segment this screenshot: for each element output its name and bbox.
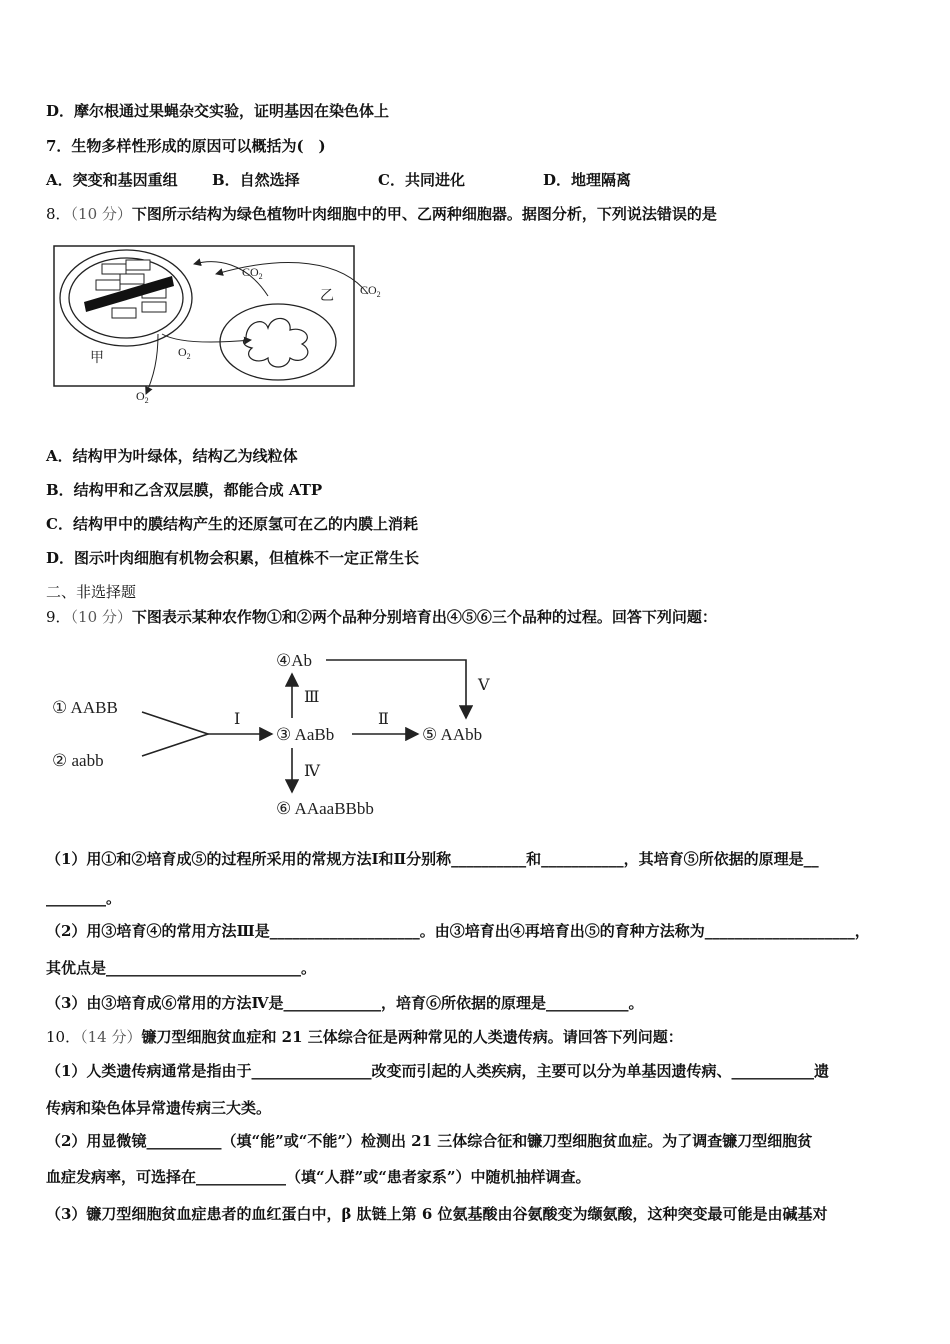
q10-stem: 镰刀型细胞贫血症和 21 三体综合征是两种常见的人类遗传病。请回答下列问题： <box>141 1028 683 1046</box>
q9-sub3: （3）由③培育成⑥常用的方法Ⅳ是_____________，培育⑥所依据的原理是___________。 <box>46 994 644 1012</box>
q9-sub1-line1: （1）用①和②培育成⑤的过程所采用的常规方法Ⅰ和Ⅱ分别称__________和___________，其培育⑤所依据的原理是__ <box>46 850 819 868</box>
co2-label-internal-sub: 2 <box>258 272 263 281</box>
q10-stem-line <box>46 1027 683 1047</box>
method-label-2: Ⅱ <box>378 711 389 728</box>
q6-option-d: D．摩尔根通过果蝇杂交实验，证明基因在染色体上 <box>46 102 390 120</box>
q10-sub1-line1: （1）人类遗传病通常是指由于________________改变而引起的人类疾病，主要可以分为单基因遗传病、___________遗 <box>46 1062 829 1080</box>
q10-number: 10． <box>46 1028 81 1046</box>
svg-text:O2 <box>178 345 191 361</box>
breeding-figure <box>46 640 516 830</box>
q9-stem: 下图表示某种农作物①和②两个品种分别培育出④⑤⑥三个品种的过程。回答下列问题： <box>131 608 717 626</box>
method-label-5: Ⅴ <box>478 677 490 694</box>
o2-label-external-sub: 2 <box>144 396 149 405</box>
q10-sub2-line1: （2）用显微镜__________（填“能”或“不能”）检测出 21 三体综合征和镰刀型细胞贫血症。为了调查镰刀型细胞贫 <box>46 1132 813 1150</box>
mitochondrion-cristae <box>244 318 308 367</box>
method-label-4: Ⅳ <box>304 763 320 780</box>
q8-stem: 下图所示结构为绿色植物叶肉细胞中的甲、乙两种细胞器。据图分析，下列说法错误的是 <box>131 205 717 223</box>
o2-arrow-internal <box>162 334 251 342</box>
section-heading-non-choice: 二、非选择题 <box>46 583 137 601</box>
q10-sub2-line2: 血症发病率，可选择在____________（填“人群”或“患者家系”）中随机抽样调查。 <box>46 1168 591 1186</box>
method-label-3: Ⅲ <box>304 689 320 706</box>
q10-sub3: （3）镰刀型细胞贫血症患者的血红蛋白中，β 肽链上第 6 位氨基酸由谷氨酸变为缬氨酸，这种突变最可能是由碱基对 <box>46 1205 828 1223</box>
q10-sub1-line2: 传病和染色体异常遗传病三大类。 <box>46 1099 272 1117</box>
variety-3: ③ AaBb <box>276 725 335 744</box>
q7-stem: 7．生物多样性形成的原因可以概括为( ) <box>46 137 326 155</box>
o2-label-external: O <box>136 389 145 403</box>
variety-2: ② aabb <box>52 751 104 770</box>
label-yi: 乙 <box>320 289 334 304</box>
q9-sub2-line1: （2）用③培育④的常用方法Ⅲ是____________________。由③培育出④再培育出⑤的育种方法称为____________________， <box>46 922 870 940</box>
label-jia: 甲 <box>90 351 104 366</box>
q7-option-d: D．地理隔离 <box>543 171 632 189</box>
variety-6: ⑥ AAaaBBbb <box>276 799 374 818</box>
co2-label-external: CO <box>360 283 377 297</box>
q7-option-a: A．突变和基因重组 <box>46 171 178 189</box>
q8-number: 8． <box>46 205 71 223</box>
co2-arrow-external <box>216 263 368 294</box>
mitochondrion-outer-membrane <box>220 304 336 380</box>
q8-option-a: A．结构甲为叶绿体，结构乙为线粒体 <box>46 447 298 465</box>
co2-label-external-sub: 2 <box>376 290 381 299</box>
organelle-figure <box>46 234 406 414</box>
q8-option-b: B．结构甲和乙含双层膜，都能合成 ATP <box>46 481 323 499</box>
q7-option-c: C．共同进化 <box>378 171 465 189</box>
co2-label-internal: CO <box>242 265 259 279</box>
q7-option-b: B．自然选择 <box>212 171 300 189</box>
q9-stem-line <box>46 607 717 627</box>
variety-4: ④Ab <box>276 651 313 670</box>
q10-score: （14 分） <box>80 1028 142 1046</box>
q8-stem-line <box>46 204 717 224</box>
variety-5: ⑤ AAbb <box>422 725 483 744</box>
q8-option-d: D．图示叶肉细胞有机物会积累，但植株不一定正常生长 <box>46 549 420 567</box>
cross-bracket <box>142 712 208 756</box>
q9-sub2-line2: 其优点是__________________________。 <box>46 959 317 977</box>
q9-score: （10 分） <box>70 608 132 626</box>
method-label-1: Ⅰ <box>234 711 241 728</box>
q9-number: 9． <box>46 608 71 626</box>
o2-label-internal-sub: 2 <box>186 352 191 361</box>
svg-text:CO2 <box>242 265 263 281</box>
q8-score: （10 分） <box>70 205 132 223</box>
svg-text:CO2 <box>360 283 381 299</box>
arrow-method-5 <box>326 660 466 718</box>
o2-label-internal: O <box>178 345 187 359</box>
q8-option-c: C．结构甲中的膜结构产生的还原氢可在乙的内膜上消耗 <box>46 515 418 533</box>
q9-sub1-line2: ________。 <box>46 889 122 907</box>
variety-1: ① AABB <box>52 698 118 717</box>
